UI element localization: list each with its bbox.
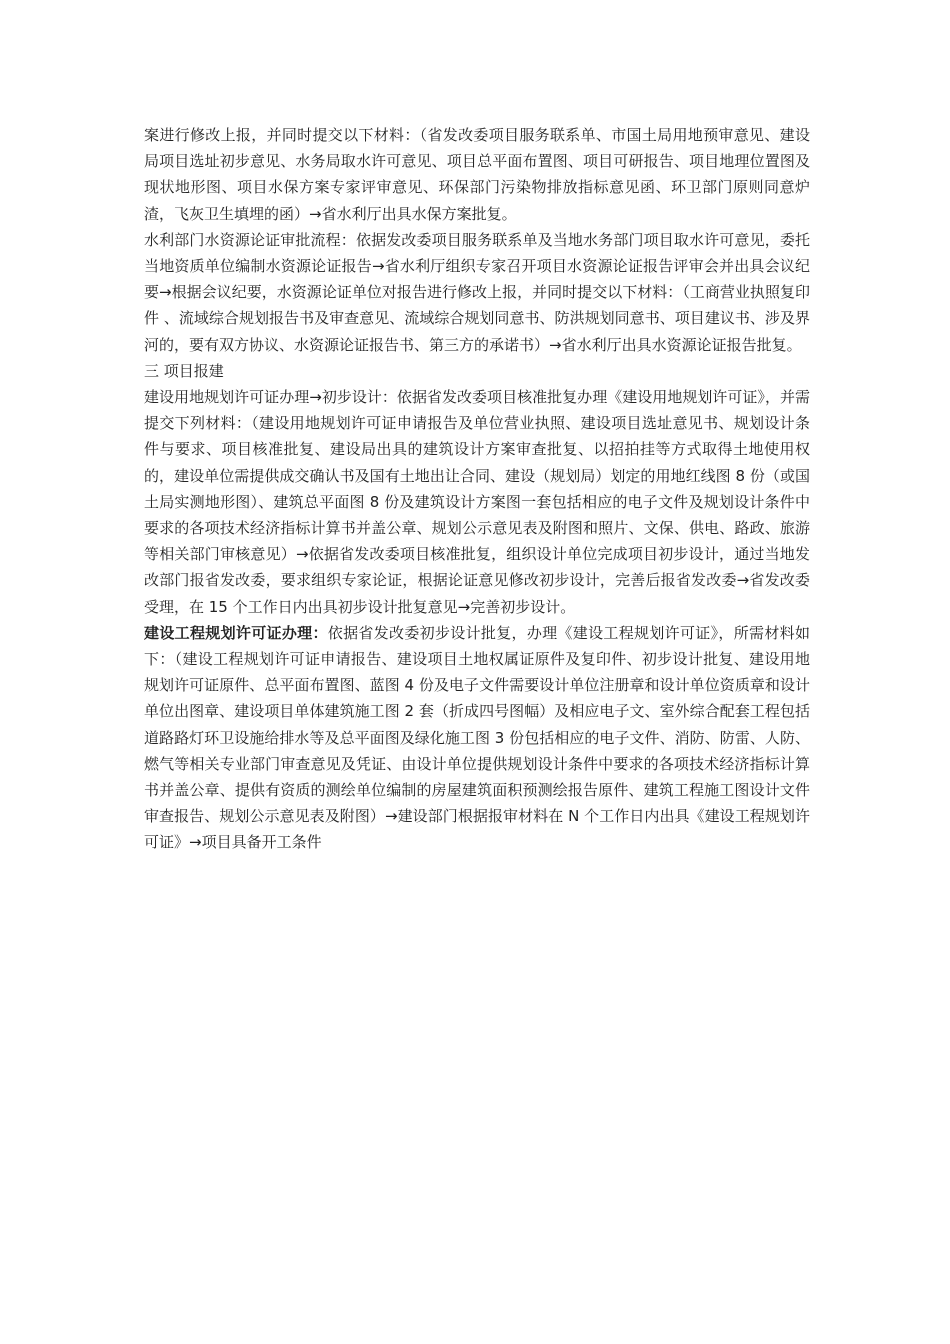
document-page: [144, 122, 810, 856]
paragraph-engineering-permit: [144, 620, 810, 856]
paragraph-soil-conservation-continued: 案进行修改上报，并同时提交以下材料：（省发改委项目服务联系单、市国土局用地预审意见、建设局项目选址初步意见、水务局取水许可意见、项目总平面布置图、项目可研报告、项目地理位置图及现状地形图、项目水保方案专家评审意见、环保部门污染物排放指标意见函、环卫部门原则同意炉渣，飞灰卫生填埋的函）→省水利厅出具水保方案批复。: [144, 126, 810, 223]
paragraph-body: 依据省发改委初步设计批复，办理《建设工程规划许可证》，所需材料如下：（建设工程规划许可证申请报告、建设项目土地权属证原件及复印件、初步设计批复、建设用地规划许可证原件、总平面布置图、蓝图 4 份及电子文件需要设计单位注册章和设计单位资质章和设计单位出图章、建设项目单体建筑施工图 2 套（折成四号图幅）及相应电子文、室外综合配套工程包括道路路灯环卫设施给排水等及总平面图及绿化施工图 3 份包括相应的电子文件、消防、防雷、人防、燃气等相关专业部门审查意见及凭证、由设计单位提供规划设计条件中要求的各项技术经济指标计算书并盖公章、提供有资质的测绘单位编制的房屋建筑面积预测绘报告原件、建筑工程施工图设计文件审查报告、规划公示意见表及附图）→建设部门根据报审材料在 N 个工作日内出具《建设工程规划许可证》→项目具备开工条件: [144, 623, 810, 852]
paragraph-lead-bold: 建设工程规划许可证办理：: [144, 623, 328, 642]
section-heading: 三 项目报建: [144, 361, 224, 380]
paragraph-land-use-permit: 建设用地规划许可证办理→初步设计：依据省发改委项目核准批复办理《建设用地规划许可证》，并需提交下列材料：（建设用地规划许可证申请报告及单位营业执照、建设项目选址意见书、规划设计条件与要求、项目核准批复、建设局出具的建筑设计方案审查批复、以招拍挂等方式取得土地使用权的，建设单位需提供成交确认书及国有土地出让合同、建设（规划局）划定的用地红线图 8 份（或国土局实测地形图）、建筑总平面图 8 份及建筑设计方案图一套包括相应的电子文件及规划设计条件中要求的各项技术经济指标计算书并盖公章、规划公示意见表及附图和照片、文保、供电、路政、旅游等相关部门审核意见）→依据省发改委项目核准批复，组织设计单位完成项目初步设计，通过当地发改部门报省发改委，要求组织专家论证，根据论证意见修改初步设计，完善后报省发改委→省发改委受理，在 15 个工作日内出具初步设计批复意见→完善初步设计。: [144, 388, 810, 616]
paragraph-water-resource-approval: 水利部门水资源论证审批流程：依据发改委项目服务联系单及当地水务部门项目取水许可意见，委托当地资质单位编制水资源论证报告→省水利厅组织专家召开项目水资源论证报告评审会并出具会议纪要→根据会议纪要，水资源论证单位对报告进行修改上报，并同时提交以下材料：（工商营业执照复印件 、流域综合规划报告书及审查意见、流域综合规划同意书、防洪规划同意书、项目建议书、涉及界河的，要有双方协议、水资源论证报告书、第三方的承诺书）→省水利厅出具水资源论证报告批复。: [144, 230, 810, 354]
